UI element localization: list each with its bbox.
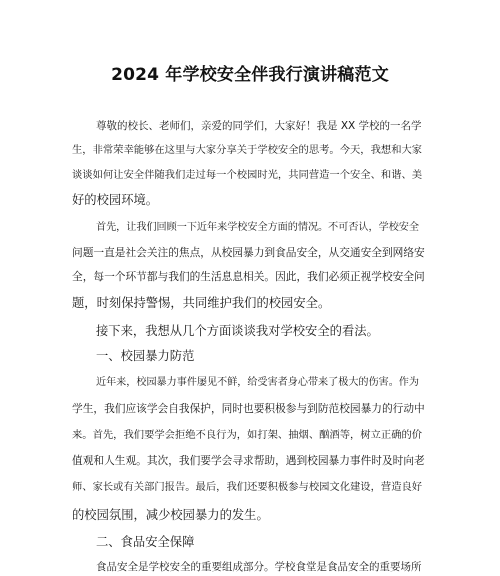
text-line: 谈谈如何让安全伴随我们走过每一个校园时光，共同营造一个安全、和谐、美 [72, 169, 423, 181]
text-line: 的校园氛围，减少校园暴力的发生。 [72, 508, 269, 522]
document-title: 2024 年学校安全伴我行演讲稿范文 [111, 65, 389, 85]
section-heading: 二、食品安全保障 [96, 535, 195, 549]
section-heading: 一、校园暴力防范 [96, 349, 195, 363]
text-line: 接下来，我想从几个方面谈谈我对学校安全的看法。 [96, 324, 379, 338]
text-line: 值观和人生观。其次，我们要学会寻求帮助，遇到校园暴力事件时及时向老 [72, 454, 425, 467]
text-line: 来。首先，我们要学会拒绝不良行为，如打架、抽烟、酗酒等，树立正确的价 [72, 429, 423, 441]
text-line: 题，时刻保持警惕，共同维护我们的校园安全。 [72, 296, 331, 310]
text-line: 生，非常荣幸能够在这里与大家分享关于学校安全的思考。今天，我想和大家 [72, 144, 423, 156]
text-line: 好的校园环境。 [72, 193, 159, 207]
text-line: 尊敬的校长、老师们，亲爱的同学们，大家好！我是 XX 学校的一名学 [96, 120, 422, 132]
text-line: 食品安全是学校安全的重要组成部分。学校食堂是食品安全的重要场所 [96, 561, 422, 573]
text-line: 学生，我们应该学会自我保护，同时也要积极参与到防范校园暴力的行动中 [72, 402, 425, 415]
text-line: 问题一直是社会关注的焦点，从校园暴力到食品安全，从交通安全到网络安 [72, 246, 425, 259]
text-line: 首先，让我们回顾一下近年来学校安全方面的情况。不可否认，学校安全 [96, 222, 419, 233]
text-line: 全，每一个环节都与我们的生活息息相关。因此，我们必须正视学校安全问 [72, 270, 425, 283]
text-line: 近年来，校园暴力事件屡见不鲜，给受害者身心带来了极大的伤害。作为 [96, 377, 419, 388]
text-line: 师、家长或有关部门报告。最后，我们还要积极参与校园文化建设，营造良好 [72, 481, 423, 493]
